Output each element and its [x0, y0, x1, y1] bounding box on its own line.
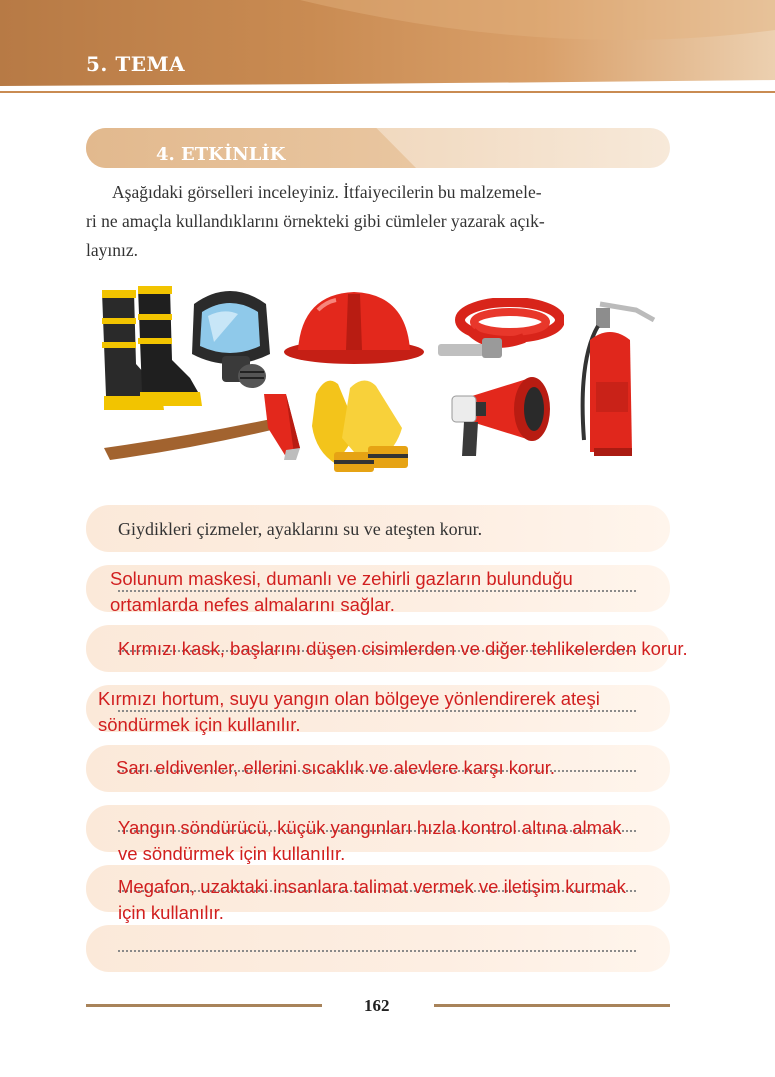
instruction-line: ri ne amaçla kullandıklarını örnekteki gibi cümleler yazarak açık- [86, 211, 545, 231]
answer-line: için kullanılır. [118, 902, 224, 923]
writing-line [118, 950, 636, 952]
answer-line: ve söndürmek için kullanılır. [118, 843, 346, 864]
handwritten-answer-2 [118, 636, 688, 662]
axe-image [100, 388, 306, 464]
helmet-image [282, 288, 428, 366]
handwritten-answer-5 [118, 815, 622, 867]
answer-line: söndürmek için kullanılır. [98, 714, 301, 735]
page-number: 162 [364, 996, 390, 1015]
handwritten-answer-1 [110, 566, 573, 618]
handwritten-answer-3 [98, 686, 600, 738]
fire-hose-image [432, 298, 564, 366]
gas-mask-image [184, 284, 276, 396]
instruction-line: Aşağıdaki görselleri inceleyiniz. İtfaiyecilerin bu malzemele- [112, 182, 542, 202]
answer-line: Sarı eldivenler, ellerini sıcaklık ve alevlere karşı korur. [116, 757, 556, 778]
footer-line-right [434, 1004, 670, 1007]
instruction-text [86, 178, 672, 265]
answer-line: Kırmızı kask, başlarını düşen cisimlerden ve diğer tehlikelerden korur. [118, 638, 688, 659]
theme-title: 5. TEMA [86, 52, 186, 76]
fire-extinguisher-image [574, 300, 658, 460]
gloves-image [306, 374, 414, 478]
answer-line: Yangın söndürücü, küçük yangınları hızla kontrol altına almak [118, 817, 622, 838]
handwritten-answer-4 [116, 755, 555, 781]
footer-line-left [86, 1004, 322, 1007]
activity-title: 4. ETKİNLİK [156, 144, 286, 165]
answer-line: Kırmızı hortum, suyu yangın olan bölgeye yönlendirerek ateşi [98, 688, 600, 709]
answer-line: Megafon, uzaktaki insanlara talimat vermek ve iletişim kurmak [118, 876, 626, 897]
answer-line: ortamlarda nefes almalarını sağlar. [110, 594, 395, 615]
example-sentence: Giydikleri çizmeler, ayaklarını su ve ateşten korur. [118, 519, 483, 539]
instruction-line: layınız. [86, 240, 138, 260]
header-decoration [0, 0, 775, 98]
answer-line: Solunum maskesi, dumanlı ve zehirli gazların bulunduğu [110, 568, 573, 589]
answer-row-7 [86, 925, 670, 972]
megaphone-image [446, 374, 558, 460]
handwritten-answer-6 [118, 874, 626, 926]
